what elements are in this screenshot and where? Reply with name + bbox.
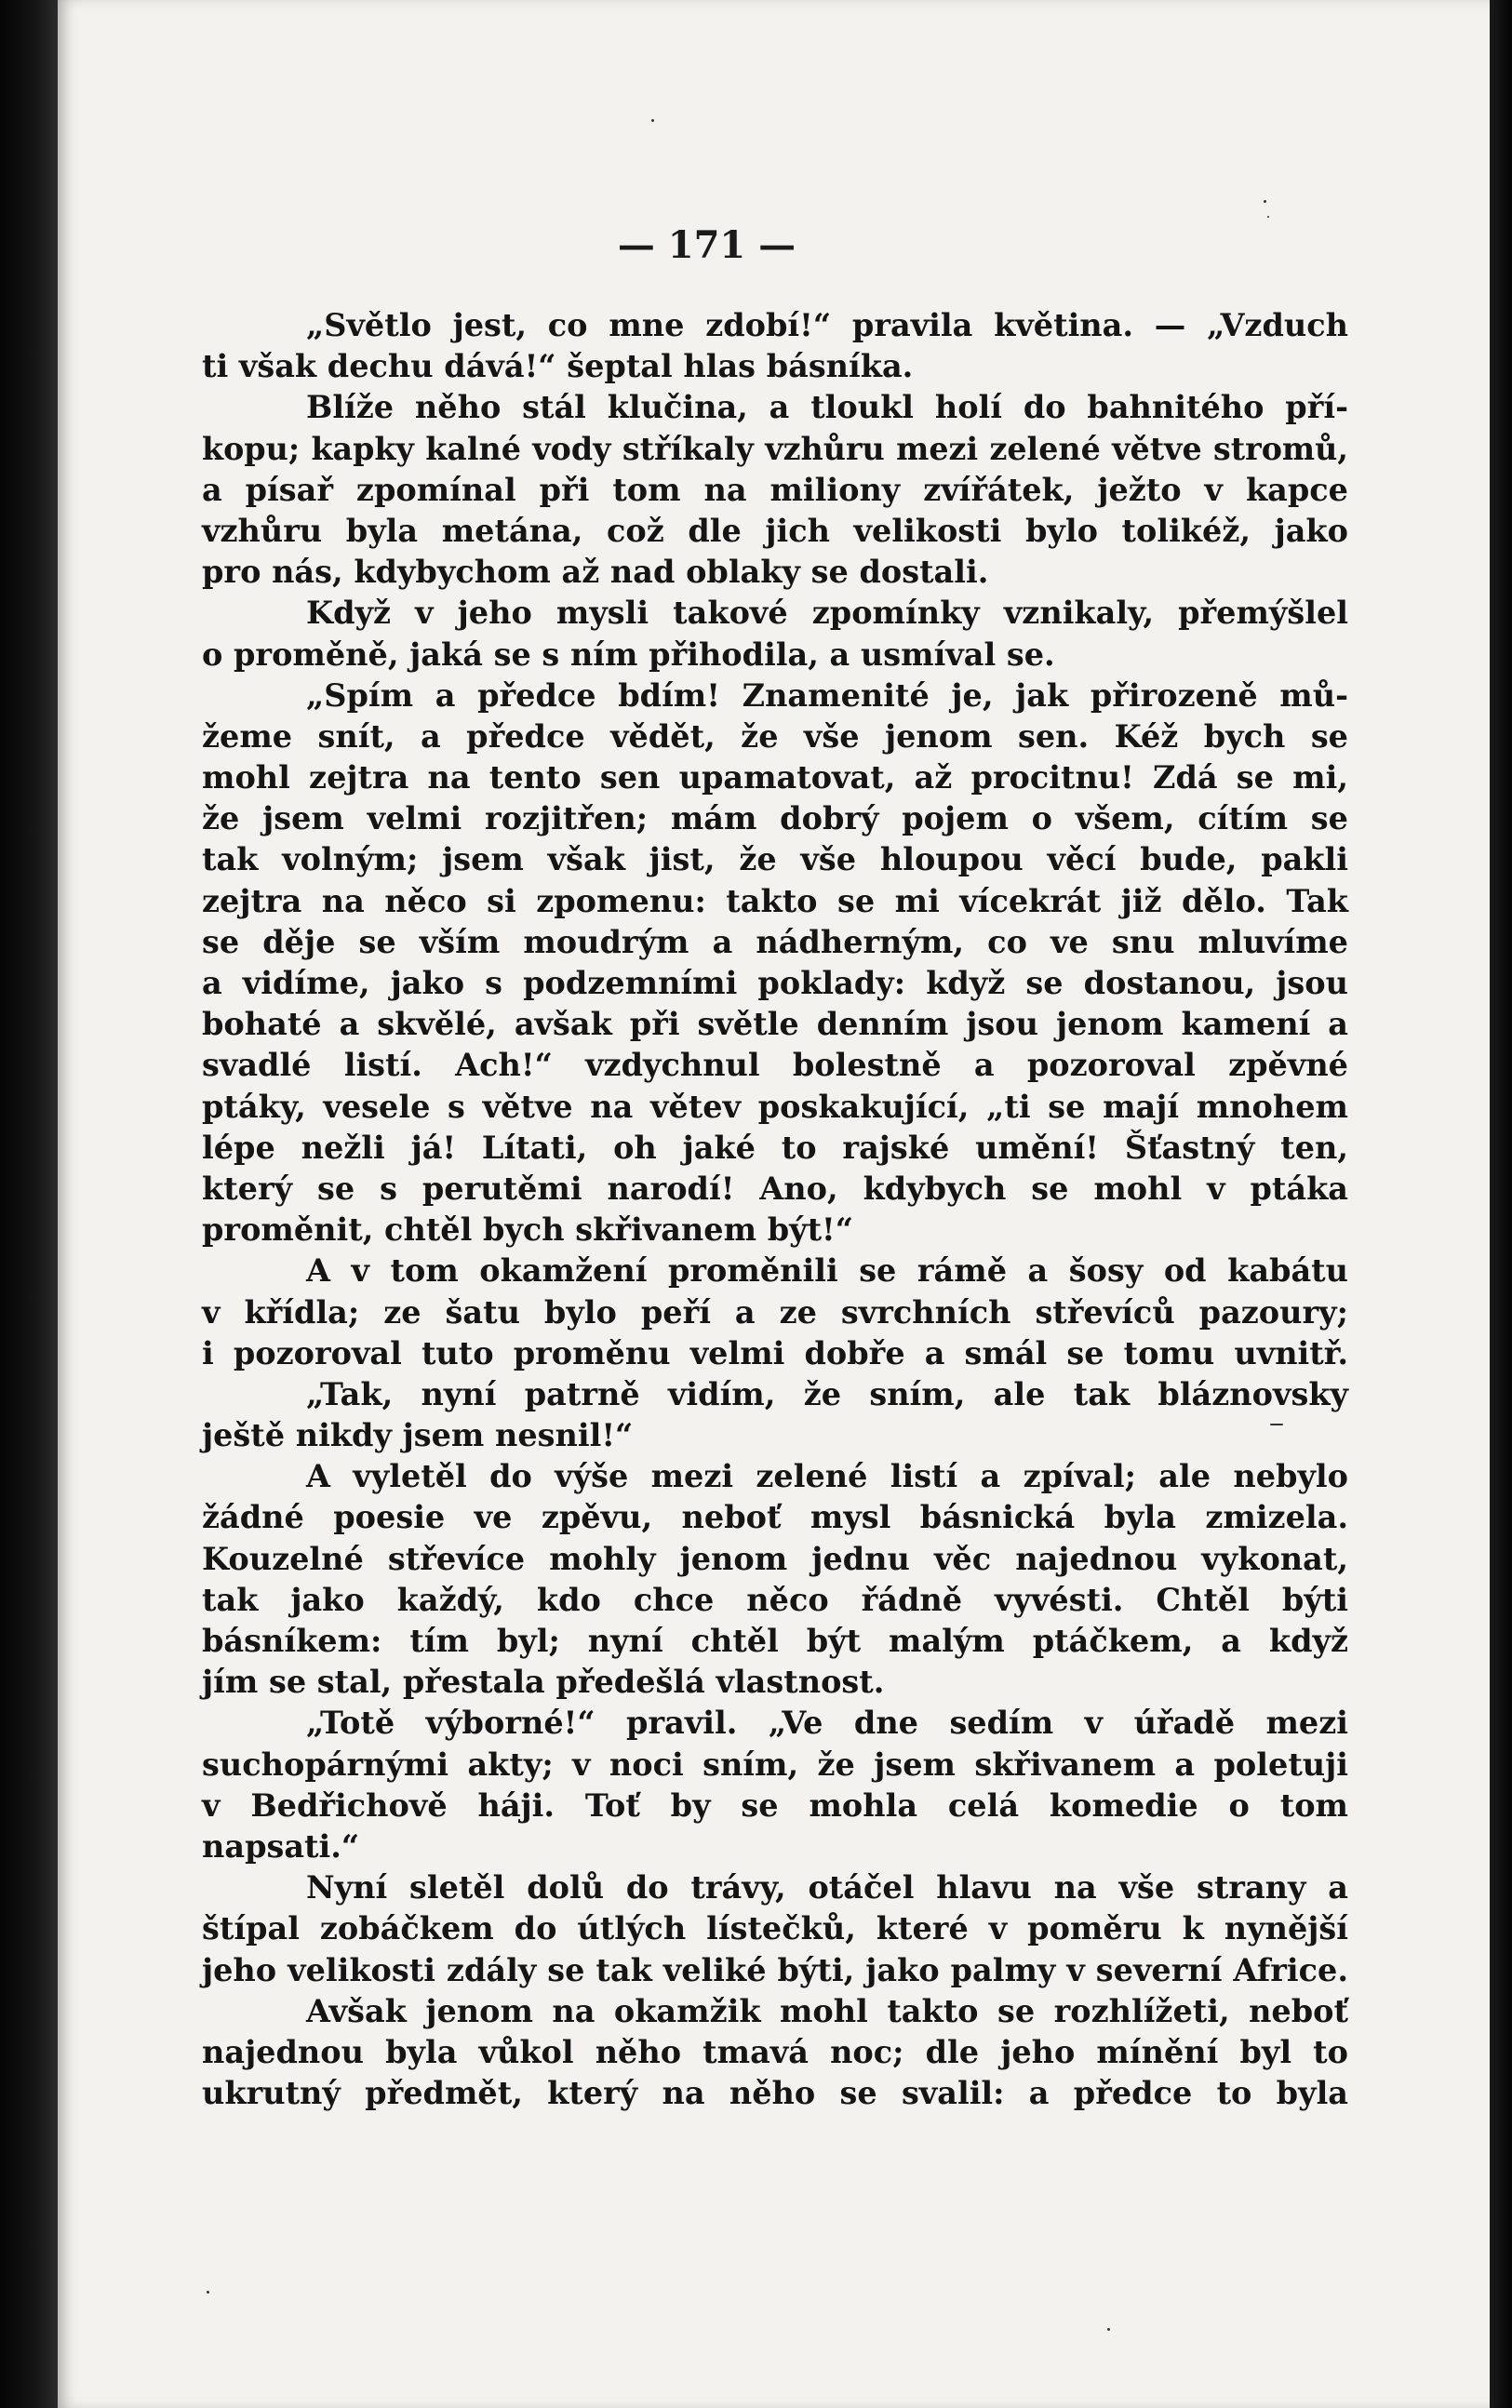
text-line: „Světlo jest, co mne zdobí!“ pravila květina. — „Vzduch (306, 307, 1348, 343)
text-line: A vyletěl do výše mezi zelené listí a zpíval; ale nebylo (306, 1458, 1348, 1495)
text-line: v Bedřichově háji. Toť by se mohla celá komedie o tom (202, 1786, 1348, 1824)
text-line: žádné poesie ve zpěvu, neboť mysl básnická byla zmizela. (202, 1499, 1348, 1536)
text-line: napsati.“ (202, 1827, 360, 1865)
text-line: štípal zobáčkem do útlých lístečků, které v poměru k nynější (202, 1910, 1348, 1947)
text-line: A v tom okamžení proměnili se rámě a šosy od kabátu (306, 1252, 1348, 1290)
text-line: najednou byla vůkol něho tmavá noc; dle jeho mínění byl to (202, 2033, 1348, 2070)
text-line: o proměně, jaká se s ním přihodila, a usmíval se. (202, 635, 1055, 673)
paper-speck (651, 119, 654, 122)
book-page (58, 0, 1490, 2408)
body-text (202, 305, 1348, 2114)
text-line: ti však dechu dává!“ šeptal hlas básníka. (202, 348, 914, 385)
text-line: že jsem velmi rozjitřen; mám dobrý pojem o všem, cítím se (202, 800, 1348, 837)
text-line: ještě nikdy jsem nesnil!“ (202, 1417, 634, 1454)
paper-speck (1264, 200, 1266, 203)
scan-edge-left (0, 0, 58, 2408)
text-line: ukrutný předmět, který na něho se svalil: a předce to byla (202, 2075, 1348, 2112)
text-line: se děje se vším moudrým a nádherným, co ve snu mluvíme (202, 923, 1348, 960)
text-line: kopu; kapky kalné vody stříkaly vzhůru mezi zelené větve stromů, (202, 430, 1348, 467)
text-line: tak volným; jsem však jist, že vše hloupou věcí bude, pakli (202, 841, 1348, 878)
text-line: zejtra na něco si zpomenu: takto se mi vícekrát již dělo. Tak (202, 882, 1348, 919)
text-line: „Spím a předce bdím! Znamenité je, jak přirozeně mů- (306, 676, 1348, 714)
text-line: lépe nežli já! Lítati, oh jaké to rajské umění! Šťastný ten, (202, 1129, 1348, 1166)
scan-edge-right (1490, 0, 1512, 2408)
text-line: Avšak jenom na okamžik mohl takto se rozhlížeti, neboť (306, 1992, 1348, 2029)
text-line: suchopárnými akty; v noci sním, že jsem skřivanem a poletuji (202, 1746, 1348, 1783)
text-line: jeho velikosti zdály se tak veliké býti, jako palmy v severní Africe. (202, 1951, 1348, 1988)
text-line: pro nás, kdybychom až nad oblaky se dostali. (202, 554, 989, 591)
text-line: svadlé listí. Ach!“ vzdychnul bolestně a pozoroval zpěvné (202, 1047, 1348, 1084)
text-line: proměnit, chtěl bych skřivanem být!“ (202, 1211, 854, 1249)
text-line: Blíže něho stál klučina, a tloukl holí do bahnitého pří- (306, 389, 1348, 426)
text-line: který se s perutěmi narodí! Ano, kdybych se mohl v ptáka (202, 1170, 1348, 1207)
paper-speck (1267, 216, 1269, 218)
text-line: bohaté a skvělé, avšak při světle denním jsou jenom kamení a (202, 1006, 1348, 1043)
paper-speck (1270, 1424, 1283, 1425)
text-line: jím se stal, přestala předešlá vlastnost. (202, 1664, 885, 1701)
text-line: Kouzelné střevíce mohly jenom jednu věc najednou vykonat, (202, 1540, 1348, 1577)
paper-speck (1107, 2328, 1110, 2331)
paper-speck (207, 2291, 209, 2294)
text-line: básníkem: tím byl; nyní chtěl být malým ptáčkem, a když (202, 1623, 1348, 1659)
text-line: žeme snít, a předce vědět, že vše jenom sen. Kéž bych se (202, 717, 1348, 755)
text-line: i pozoroval tuto proměnu velmi dobře a smál se tomu uvnitř. (202, 1334, 1348, 1371)
text-line: a písař zpomínal při tom na miliony zvířátek, ježto v kapce (202, 471, 1348, 508)
page-number: — 171 — (617, 223, 796, 267)
text-line: Když v jeho mysli takové zpomínky vznikaly, přemýšlel (306, 595, 1348, 632)
text-line: „Totě výborné!“ pravil. „Ve dne sedím v úřadě mezi (306, 1705, 1348, 1742)
text-line: tak jako každý, kdo chce něco řádně vyvésti. Chtěl býti (202, 1581, 1348, 1618)
text-line: mohl zejtra na tento sen upamatovat, až procitnu! Zdá se mi, (202, 759, 1348, 796)
text-line: a vidíme, jako s podzemními poklady: když se dostanou, jsou (202, 965, 1348, 1001)
text-line: ptáky, vesele s větve na větev poskakující, „ti se mají mnohem (202, 1088, 1348, 1125)
text-line: vzhůru byla metána, což dle jich velikosti bylo tolikéž, jako (202, 512, 1348, 549)
text-line: Nyní sletěl dolů do trávy, otáčel hlavu na vše strany a (306, 1869, 1348, 1906)
text-line: „Tak, nyní patrně vidím, že sním, ale tak bláznovsky (306, 1375, 1348, 1412)
text-line: v křídla; ze šatu bylo peří a ze svrchních střevíců pazoury; (202, 1293, 1348, 1331)
